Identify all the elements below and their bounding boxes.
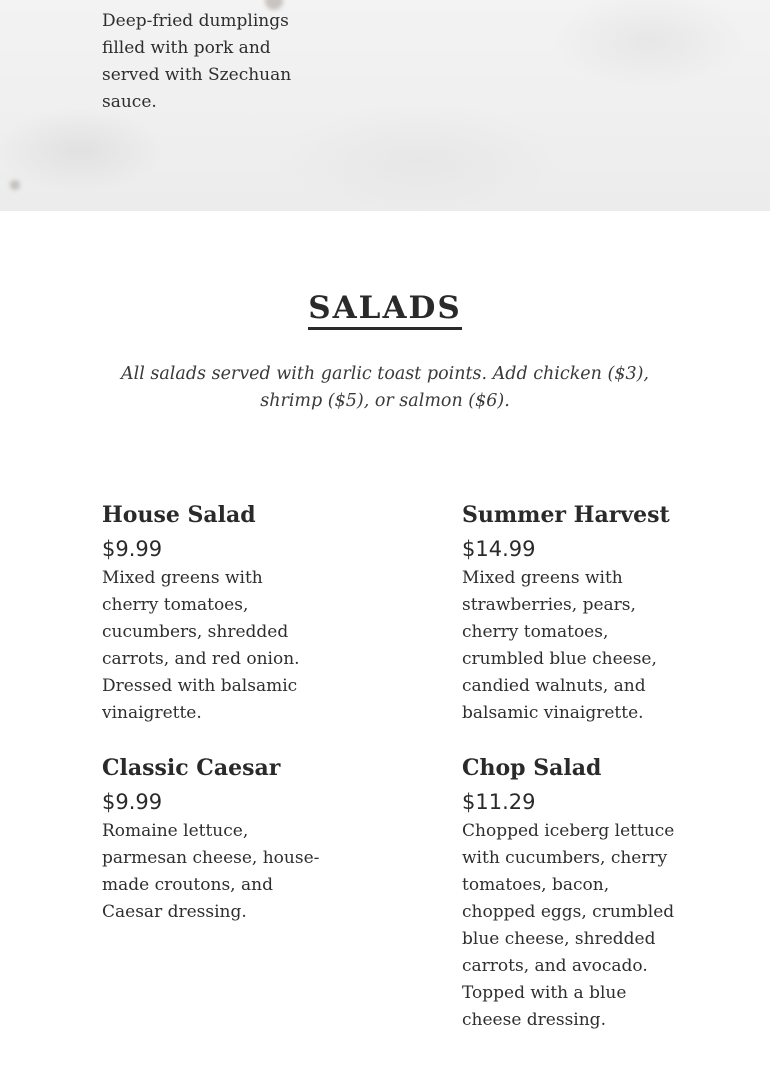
menu-item-name: Summer Harvest — [462, 502, 670, 528]
menu-item-price: $11.29 — [462, 790, 536, 814]
menu-item-description: Romaine lettuce, parmesan cheese, house-made croutons, and Caesar dressing. — [102, 821, 320, 922]
menu-item-price: $9.99 — [102, 537, 163, 561]
menu-item-name: Chop Salad — [462, 755, 602, 781]
menu-item-price: $14.99 — [462, 537, 536, 561]
menu-item-description: Chopped iceberg lettuce with cucumbers, cherry tomatoes, bacon, chopped eggs, crumbled blue cheese, shredded carrots, and avocado. Topped with a blue cheese dressing. — [462, 821, 675, 1030]
menu-item-description: Mixed greens with cherry tomatoes, cucumbers, shredded carrots, and red onion. Dressed with balsamic vinaigrette. — [102, 568, 300, 723]
section-title — [0, 290, 770, 326]
previous-item-description: Deep-fried dumplings filled with pork and served with Szechuan sauce. — [102, 11, 292, 112]
menu-item-name: Classic Caesar — [102, 755, 281, 781]
previous-section-background — [0, 0, 770, 211]
menu-item — [102, 500, 322, 727]
menu-item — [462, 753, 677, 1034]
section-note: All salads served with garlic toast points. Add chicken ($3), shrimp ($5), or salmon ($6). — [121, 364, 649, 411]
menu-item — [102, 753, 322, 926]
menu-item-description: Mixed greens with strawberries, pears, cherry tomatoes, crumbled blue cheese, candied walnuts, and balsamic vinaigrette. — [462, 568, 657, 723]
menu-item-name: House Salad — [102, 502, 256, 528]
section-title-text: SALADS — [308, 290, 462, 330]
menu-item — [462, 500, 677, 727]
background-smudge — [10, 180, 20, 190]
menu-item-price: $9.99 — [102, 790, 163, 814]
